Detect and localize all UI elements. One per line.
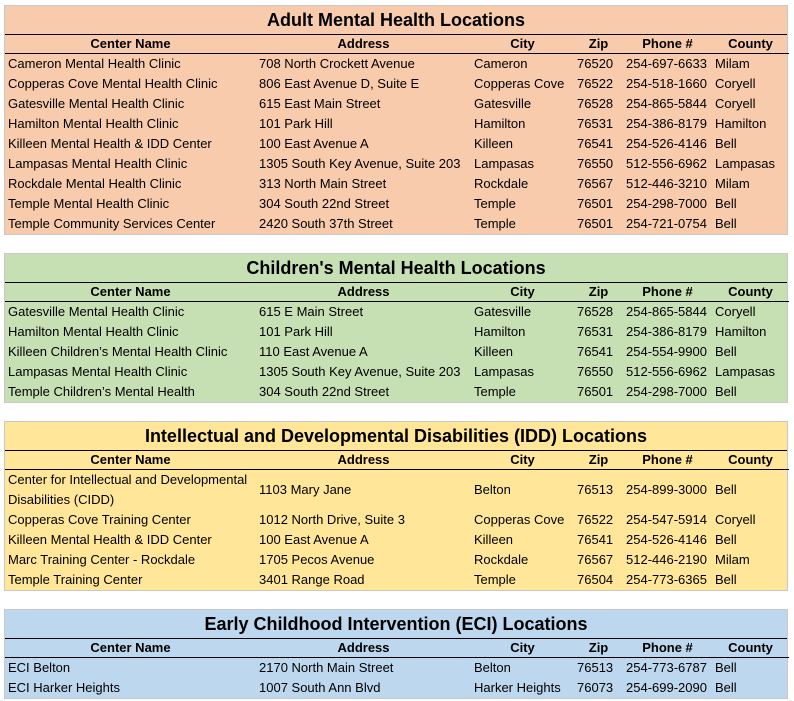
phone-cell: 254-721-0754 [626,216,707,231]
center-name-cell: Killeen Mental Health & IDD Center [8,532,212,547]
zip-cell: 76528 [577,96,614,111]
address-cell: 1103 Mary Jane [259,482,352,497]
locations-table [5,35,789,234]
center-name-cell: Center for Intellectual and Developmental Disabilities (CIDD) [8,472,248,507]
county-cell: Bell [715,384,737,399]
idd-locations-section [4,421,788,591]
table-row [5,114,789,134]
center-name-cell: Killeen Children’s Mental Health Clinic [8,344,228,359]
city-cell: Killeen [474,344,514,359]
center-name-cell: Temple Children’s Mental Health [8,384,195,399]
phone-cell: 254-773-6787 [626,660,707,675]
locations-table [5,283,789,402]
phone-cell: 512-446-3210 [626,176,707,191]
zip-cell: 76531 [577,116,614,131]
column-header-zip: Zip [574,639,623,658]
zip-cell: 76567 [577,552,614,567]
zip-cell: 76501 [577,216,614,231]
city-cell: Temple [474,216,516,231]
phone-cell: 254-518-1660 [626,76,707,91]
zip-cell: 76522 [577,512,614,527]
address-cell: 101 Park Hill [259,324,333,339]
table-row [5,342,789,362]
phone-cell: 254-865-5844 [626,96,707,111]
address-cell: 313 North Main Street [259,176,387,191]
county-cell: Bell [715,572,737,587]
zip-cell: 76528 [577,304,614,319]
city-cell: Temple [474,196,516,211]
city-cell: Cameron [474,56,528,71]
address-cell: 708 North Crockett Avenue [259,56,415,71]
phone-cell: 254-298-7000 [626,196,707,211]
header-row [5,35,789,54]
city-cell: Temple [474,384,516,399]
table-row [5,382,789,402]
city-cell: Temple [474,572,516,587]
table-row [5,570,789,590]
locations-table [5,451,789,590]
column-header-city: City [471,451,574,470]
county-cell: Bell [715,660,737,675]
city-cell: Copperas Cove [474,76,565,91]
address-cell: 615 E Main Street [259,304,364,319]
county-cell: Bell [715,136,737,151]
center-name-cell: Temple Mental Health Clinic [8,196,170,211]
county-cell: Hamilton [715,116,767,131]
table-row [5,322,789,342]
phone-cell: 254-699-2090 [626,680,707,695]
zip-cell: 76567 [577,176,614,191]
county-cell: Bell [715,344,737,359]
locations-table [5,639,789,698]
table-row [5,194,789,214]
address-cell: 806 East Avenue D, Suite E [259,76,420,91]
address-cell: 1007 South Ann Blvd [259,680,381,695]
header-row [5,451,789,470]
county-cell: Bell [715,482,737,497]
zip-cell: 76541 [577,136,614,151]
county-cell: Lampasas [715,156,775,171]
city-cell: Rockdale [474,552,529,567]
center-name-cell: Hamilton Mental Health Clinic [8,116,179,131]
city-cell: Copperas Cove [474,512,565,527]
address-cell: 3401 Range Road [259,572,365,587]
column-header-county: County [712,283,789,302]
address-cell: 304 South 22nd Street [259,384,390,399]
table-row [5,550,789,570]
zip-cell: 76541 [577,532,614,547]
zip-cell: 76501 [577,384,614,399]
county-cell: Coryell [715,96,756,111]
phone-cell: 254-865-5844 [626,304,707,319]
center-name-cell: Hamilton Mental Health Clinic [8,324,179,339]
table-row [5,658,789,679]
table-row [5,74,789,94]
column-header-address: Address [256,35,471,54]
center-name-cell: Temple Training Center [8,572,143,587]
phone-cell: 254-386-8179 [626,324,707,339]
city-cell: Killeen [474,532,514,547]
column-header-address: Address [256,639,471,658]
section-title: Intellectual and Developmental Disabilities (IDD) Locations [5,422,787,451]
phone-cell: 254-554-9900 [626,344,707,359]
center-name-cell: Gatesville Mental Health Clinic [8,304,185,319]
zip-cell: 76513 [577,482,614,497]
column-header-zip: Zip [574,451,623,470]
county-cell: Bell [715,532,737,547]
county-cell: Hamilton [715,324,767,339]
phone-cell: 254-526-4146 [626,136,707,151]
county-cell: Bell [715,216,737,231]
center-name-cell: ECI Belton [8,660,71,675]
table-row [5,510,789,530]
table-row [5,678,789,698]
phone-cell: 254-773-6365 [626,572,707,587]
city-cell: Gatesville [474,304,532,319]
center-name-cell: Copperas Cove Mental Health Clinic [8,76,218,91]
address-cell: 304 South 22nd Street [259,196,390,211]
column-header-zip: Zip [574,283,623,302]
address-cell: 1305 South Key Avenue, Suite 203 [259,364,461,379]
center-name-cell: Rockdale Mental Health Clinic [8,176,182,191]
column-header-phone: Phone # [623,451,712,470]
zip-cell: 76541 [577,344,614,359]
city-cell: Killeen [474,136,514,151]
adult-locations-section [4,5,788,235]
address-cell: 1305 South Key Avenue, Suite 203 [259,156,461,171]
address-cell: 110 East Avenue A [259,344,368,359]
header-row [5,283,789,302]
column-header-county: County [712,639,789,658]
column-header-county: County [712,35,789,54]
county-cell: Bell [715,680,737,695]
table-row [5,134,789,154]
center-name-cell: Copperas Cove Training Center [8,512,191,527]
center-name-cell: Gatesville Mental Health Clinic [8,96,185,111]
county-cell: Milam [715,552,750,567]
zip-cell: 76501 [577,196,614,211]
table-row [5,214,789,234]
phone-cell: 512-556-6962 [626,364,707,379]
county-cell: Milam [715,56,750,71]
column-header-phone: Phone # [623,283,712,302]
phone-cell: 254-899-3000 [626,482,707,497]
zip-cell: 76550 [577,364,614,379]
address-cell: 2420 South 37th Street [259,216,393,231]
header-row [5,639,789,658]
table-row [5,470,789,511]
county-cell: Bell [715,196,737,211]
section-title: Children's Mental Health Locations [5,254,787,283]
phone-cell: 512-446-2190 [626,552,707,567]
column-header-phone: Phone # [623,639,712,658]
zip-cell: 76522 [577,76,614,91]
zip-cell: 76550 [577,156,614,171]
phone-cell: 254-386-8179 [626,116,707,131]
phone-cell: 254-547-5914 [626,512,707,527]
column-header-phone: Phone # [623,35,712,54]
county-cell: Coryell [715,76,756,91]
city-cell: Hamilton [474,324,526,339]
zip-cell: 76073 [577,680,614,695]
address-cell: 2170 North Main Street [259,660,394,675]
phone-cell: 254-526-4146 [626,532,707,547]
column-header-city: City [471,283,574,302]
zip-cell: 76520 [577,56,614,71]
children-locations-section [4,253,788,403]
column-header-address: Address [256,283,471,302]
phone-cell: 254-298-7000 [626,384,707,399]
city-cell: Harker Heights [474,680,561,695]
column-header-zip: Zip [574,35,623,54]
center-name-cell: Temple Community Services Center [8,216,216,231]
center-name-cell: Killeen Mental Health & IDD Center [8,136,212,151]
phone-cell: 512-556-6962 [626,156,707,171]
zip-cell: 76513 [577,660,614,675]
table-row [5,362,789,382]
table-row [5,174,789,194]
address-cell: 1012 North Drive, Suite 3 [259,512,405,527]
table-row [5,154,789,174]
column-header-county: County [712,451,789,470]
column-header-center-name: Center Name [5,639,256,658]
address-cell: 100 East Avenue A [259,136,369,151]
city-cell: Gatesville [474,96,532,111]
table-row [5,94,789,114]
section-title: Adult Mental Health Locations [5,6,787,35]
city-cell: Lampasas [474,364,534,379]
column-header-address: Address [256,451,471,470]
zip-cell: 76504 [577,572,614,587]
address-cell: 101 Park Hill [259,116,333,131]
city-cell: Belton [474,660,511,675]
center-name-cell: Cameron Mental Health Clinic [8,56,181,71]
section-title: Early Childhood Intervention (ECI) Locations [5,610,787,639]
city-cell: Belton [474,482,511,497]
city-cell: Lampasas [474,156,534,171]
column-header-center-name: Center Name [5,283,256,302]
address-cell: 615 East Main Street [259,96,381,111]
table-row [5,54,789,75]
address-cell: 1705 Pecos Avenue [259,552,375,567]
column-header-center-name: Center Name [5,451,256,470]
city-cell: Rockdale [474,176,529,191]
column-header-center-name: Center Name [5,35,256,54]
center-name-cell: ECI Harker Heights [8,680,120,695]
phone-cell: 254-697-6633 [626,56,707,71]
center-name-cell: Lampasas Mental Health Clinic [8,364,188,379]
eci-locations-section [4,609,788,699]
county-cell: Coryell [715,512,756,527]
table-row [5,530,789,550]
city-cell: Hamilton [474,116,526,131]
center-name-cell: Marc Training Center - Rockdale [8,552,196,567]
column-header-city: City [471,35,574,54]
column-header-city: City [471,639,574,658]
county-cell: Milam [715,176,750,191]
address-cell: 100 East Avenue A [259,532,369,547]
zip-cell: 76531 [577,324,614,339]
county-cell: Lampasas [715,364,775,379]
table-row [5,302,789,323]
county-cell: Coryell [715,304,756,319]
center-name-cell: Lampasas Mental Health Clinic [8,156,188,171]
